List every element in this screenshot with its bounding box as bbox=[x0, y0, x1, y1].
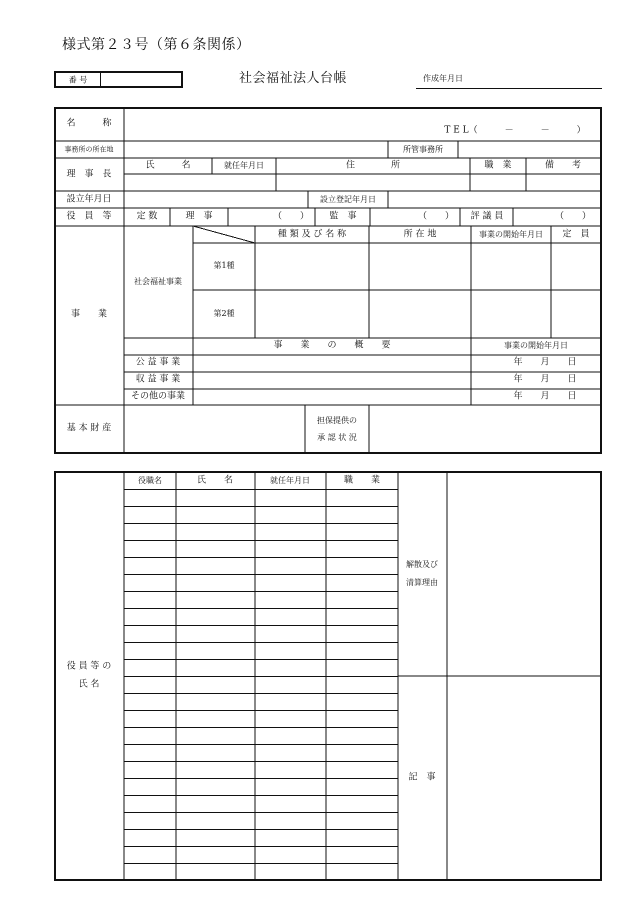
chairman-appointed-label: 就任年月日 bbox=[224, 161, 264, 170]
chairman-remarks-label: 備 考 bbox=[544, 160, 582, 171]
basic-assets-label: 基 本 財 産 bbox=[66, 423, 112, 434]
directors-label: 理 事 bbox=[185, 211, 213, 222]
public-business-date: 年 月 日 bbox=[513, 357, 577, 368]
directors-count: （ ） bbox=[272, 211, 310, 222]
number-label: 番 号 bbox=[68, 75, 88, 84]
collateral-label-2: 承 認 状 況 bbox=[317, 433, 357, 442]
welfare-business-label: 社会福祉事業 bbox=[134, 277, 182, 286]
chairman-address-label: 住 所 bbox=[345, 160, 401, 171]
dissolution-label-1: 解散及び bbox=[406, 560, 438, 569]
business-overview-label: 事 業 の 概 要 bbox=[273, 340, 391, 351]
column-occupation: 職 業 bbox=[343, 475, 381, 486]
second-class-label: 第2種 bbox=[213, 309, 235, 318]
dissolution-label-2: 清算理由 bbox=[406, 578, 438, 587]
column-position: 役職名 bbox=[138, 476, 162, 485]
registration-label: 設立登記年月日 bbox=[320, 195, 376, 204]
chairman-name-label: 氏 名 bbox=[145, 160, 191, 171]
profit-business-date: 年 月 日 bbox=[513, 374, 577, 385]
first-class-label: 第1種 bbox=[213, 261, 235, 270]
councilors-label: 評 議 員 bbox=[470, 211, 504, 222]
type-name-label: 種 類 及 び 名 称 bbox=[277, 229, 347, 240]
capacity-label: 定 員 bbox=[562, 229, 590, 240]
ledger-title: 社会福祉法人台帳 bbox=[238, 71, 348, 86]
created-date-label: 作成年月日 bbox=[423, 74, 463, 83]
location-label: 所 在 地 bbox=[403, 229, 437, 240]
collateral-label-1: 担保提供の bbox=[317, 416, 357, 425]
officers-label: 役 員 等 bbox=[66, 211, 112, 222]
councilors-count: （ ） bbox=[554, 211, 592, 222]
start-date-header: 事業の開始年月日 bbox=[479, 230, 543, 239]
form-number: 様式第２３号（第６条関係） bbox=[62, 37, 251, 53]
profit-business-label: 収 益 事 業 bbox=[135, 374, 181, 385]
auditors-label: 監 事 bbox=[329, 211, 357, 222]
tel-label: T E L（ － － ） bbox=[444, 125, 586, 136]
officers-names-label-1: 役 員 等 の bbox=[66, 661, 112, 672]
name-label: 名 称 bbox=[66, 118, 112, 129]
jurisdiction-office-label: 所管事務所 bbox=[403, 145, 443, 154]
business-label: 事 業 bbox=[70, 309, 108, 320]
start-date-header-2: 事業の開始年月日 bbox=[504, 341, 568, 350]
other-business-date: 年 月 日 bbox=[513, 391, 577, 402]
quota-label: 定 数 bbox=[136, 211, 158, 222]
public-business-label: 公 益 事 業 bbox=[135, 357, 181, 368]
office-address-label: 事務所の所在地 bbox=[64, 145, 114, 154]
chairman-label: 理 事 長 bbox=[66, 169, 112, 180]
chairman-occupation-label: 職 業 bbox=[484, 160, 512, 171]
column-name: 氏 名 bbox=[196, 475, 234, 486]
other-business-label: その他の事業 bbox=[130, 391, 186, 402]
notes-label: 記 事 bbox=[408, 772, 436, 783]
established-label: 設立年月日 bbox=[66, 194, 112, 205]
column-appointed: 就任年月日 bbox=[270, 476, 310, 485]
auditors-count: （ ） bbox=[417, 211, 455, 222]
officers-names-label-2: 氏 名 bbox=[78, 679, 100, 690]
